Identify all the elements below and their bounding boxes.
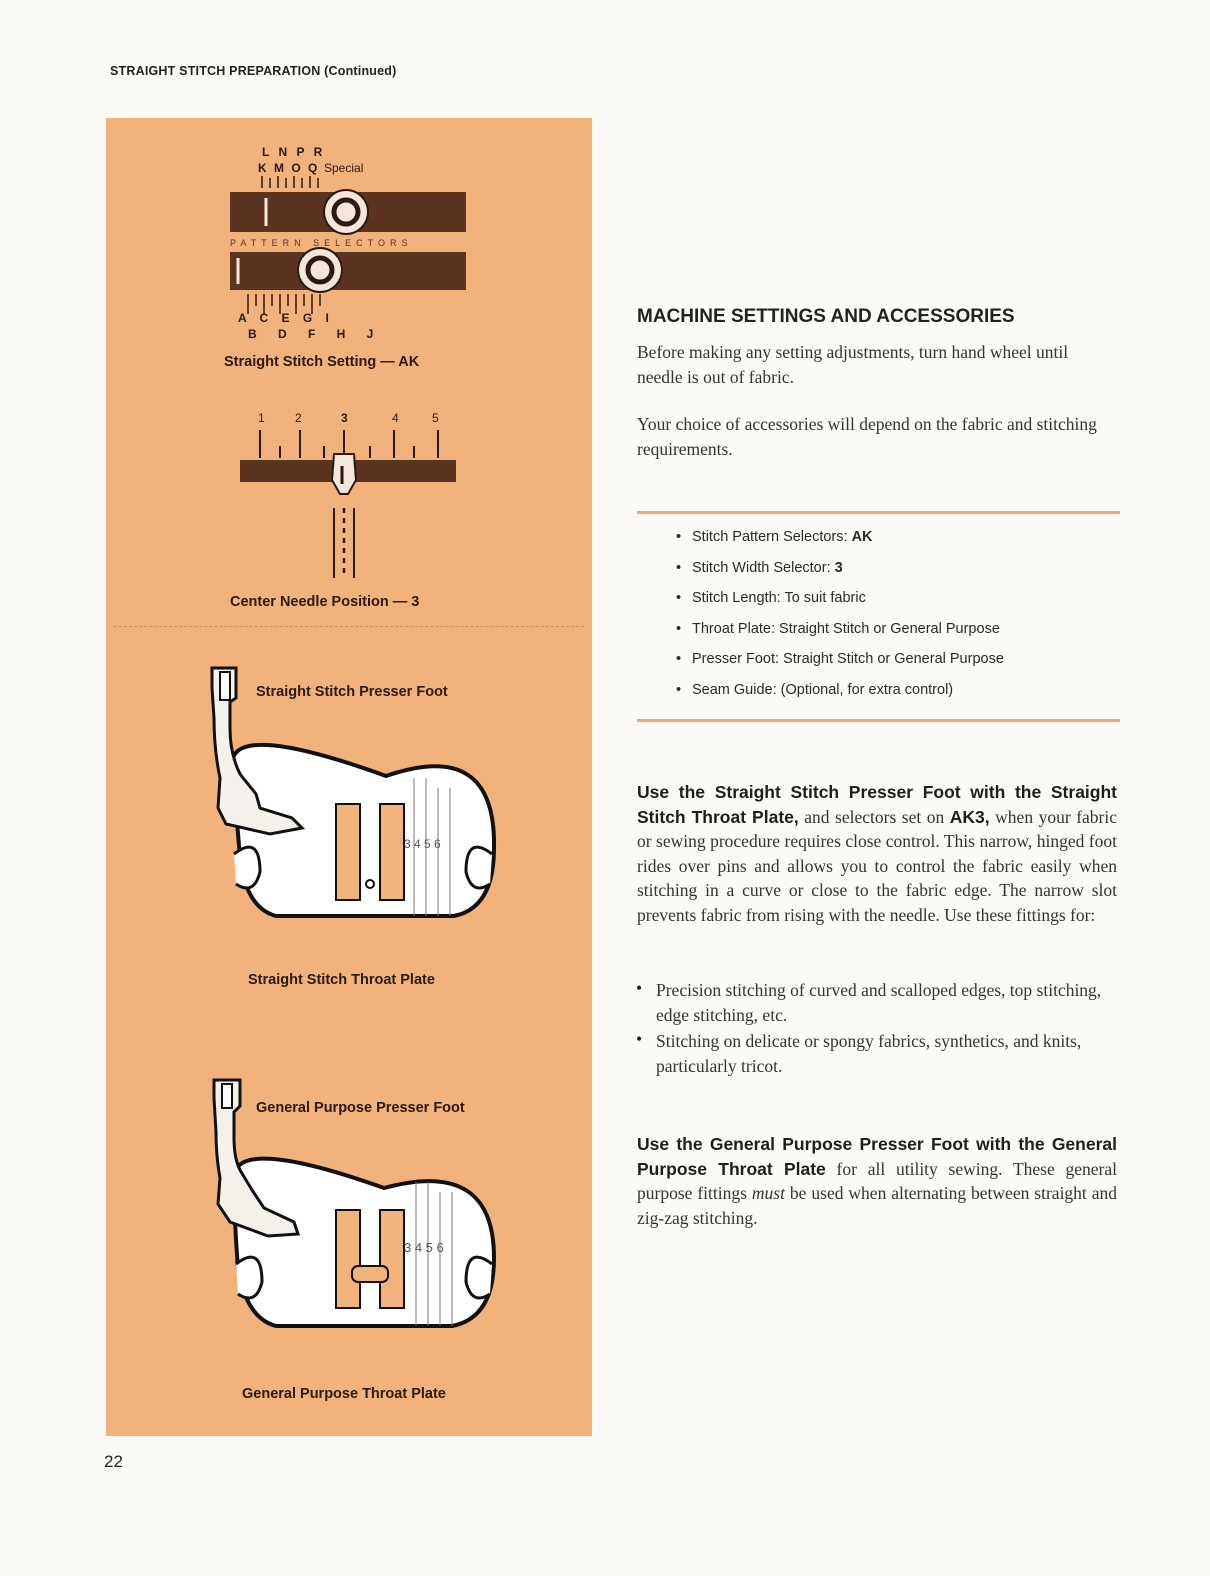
- settings-bottom-rule: [637, 719, 1120, 722]
- caption-general-purpose-foot: General Purpose Presser Foot: [256, 1100, 465, 1116]
- pattern-letters-top-upper: L N P R: [262, 145, 326, 159]
- settings-item: [672, 681, 1112, 712]
- settings-item: [672, 589, 1112, 620]
- scale-label: 5: [432, 411, 439, 425]
- uses-item-text: Precision stitching of curved and scalloped edges, top stitching, edge stitching, etc.: [656, 980, 1102, 1025]
- uses-list: [620, 978, 1120, 1078]
- scale-label: 2: [295, 411, 302, 425]
- bullet: •: [676, 620, 682, 637]
- setting-label: Stitch Width Selector:: [692, 559, 835, 576]
- straight-stitch-mid: and selectors set on: [798, 806, 950, 827]
- page-number: 22: [104, 1452, 123, 1471]
- plate-numbers: 3 4 5 6: [404, 837, 441, 851]
- bullet: •: [676, 681, 682, 698]
- setting-label: Presser Foot: Straight Stitch or General Purpose: [692, 651, 1004, 667]
- needle-position-illustration: [238, 408, 458, 588]
- running-head: STRAIGHT STITCH PREPARATION (Continued): [110, 64, 397, 78]
- setting-label: Stitch Pattern Selectors:: [692, 529, 852, 545]
- setting-value: AK: [851, 529, 873, 545]
- general-purpose-paragraph: [637, 1132, 1117, 1230]
- caption-center-needle-position: Center Needle Position — 3: [230, 594, 420, 610]
- scale-label: 4: [392, 411, 399, 425]
- bullet: •: [676, 590, 682, 606]
- intro-paragraph-2: Your choice of accessories will depend on the fabric and stitching requirements.: [637, 414, 1097, 459]
- pattern-selectors-label: PATTERN SELECTORS: [230, 238, 413, 248]
- pattern-letters-bottom-upper: A C E G I: [238, 311, 334, 325]
- illustration-panel: [106, 118, 592, 1436]
- general-purpose-emphasis: must: [751, 1183, 785, 1203]
- general-purpose-body-2: be used when alternating between straight and zig-zag stitching.: [637, 1183, 1118, 1228]
- special-label: Special: [324, 161, 364, 175]
- straight-stitch-paragraph: [637, 780, 1117, 927]
- caption-straight-stitch-plate: Straight Stitch Throat Plate: [248, 972, 435, 988]
- setting-value: 3: [834, 559, 843, 576]
- scale-label: 3: [341, 411, 348, 425]
- scale-label: 1: [258, 411, 265, 425]
- settings-item: [672, 559, 1112, 590]
- caption-straight-stitch-foot: Straight Stitch Presser Foot: [256, 684, 448, 700]
- caption-general-purpose-plate: General Purpose Throat Plate: [242, 1386, 446, 1402]
- settings-item: [672, 528, 1112, 559]
- caption-straight-stitch-setting: Straight Stitch Setting — AK: [224, 354, 420, 370]
- uses-item: [620, 1029, 1120, 1078]
- pattern-selector-illustration: [224, 138, 474, 348]
- straight-stitch-foot-plate-illustration: [196, 658, 536, 958]
- plate-numbers: 3 4 5 6: [404, 1240, 444, 1255]
- section-heading: MACHINE SETTINGS AND ACCESSORIES: [637, 306, 1015, 327]
- bullet: •: [636, 1029, 643, 1049]
- settings-item: [672, 650, 1112, 681]
- general-purpose-body-1: for all utility sewing. These general purpose fittings: [637, 1158, 1117, 1203]
- setting-label: Throat Plate: Straight Stitch or General Purpose: [692, 620, 1000, 637]
- settings-item: [672, 620, 1112, 651]
- setting-label: Stitch Length: To suit fabric: [692, 590, 866, 606]
- uses-item-text: Stitching on delicate or spongy fabrics, synthetics, and knits, particularly tricot.: [656, 1031, 1082, 1076]
- settings-list: [672, 528, 1112, 711]
- uses-item: [620, 978, 1120, 1027]
- bullet: •: [676, 559, 682, 576]
- straight-stitch-setting: AK3,: [949, 806, 990, 827]
- general-purpose-lead: Use the General Purpose Presser Foot with the General Purpose Throat Plate: [637, 1134, 1117, 1179]
- settings-top-rule: [637, 511, 1120, 514]
- bullet: •: [636, 978, 643, 998]
- straight-stitch-lead: Use the Straight Stitch Presser Foot with the Straight Stitch Throat Plate,: [637, 782, 1117, 827]
- bullet: •: [676, 529, 682, 545]
- pattern-letters-bottom-lower: B D F H J: [248, 327, 383, 341]
- setting-label: Seam Guide: (Optional, for extra control): [692, 681, 954, 698]
- bullet: •: [676, 651, 682, 667]
- intro-paragraph-1: Before making any setting adjustments, turn hand wheel until needle is out of fabric.: [637, 342, 1069, 387]
- straight-stitch-body: when your fabric or sewing procedure requires close control. This narrow, hinged foot rides over pins and allows you to control the fabric easily when stitching in a curve or close to the fabric edge. The narrow slot prevents fabric from rising with the needle. Use these fittings for:: [637, 806, 1117, 925]
- pattern-letters-top-lower: K M O Q: [258, 161, 320, 175]
- panel-divider: [114, 626, 584, 627]
